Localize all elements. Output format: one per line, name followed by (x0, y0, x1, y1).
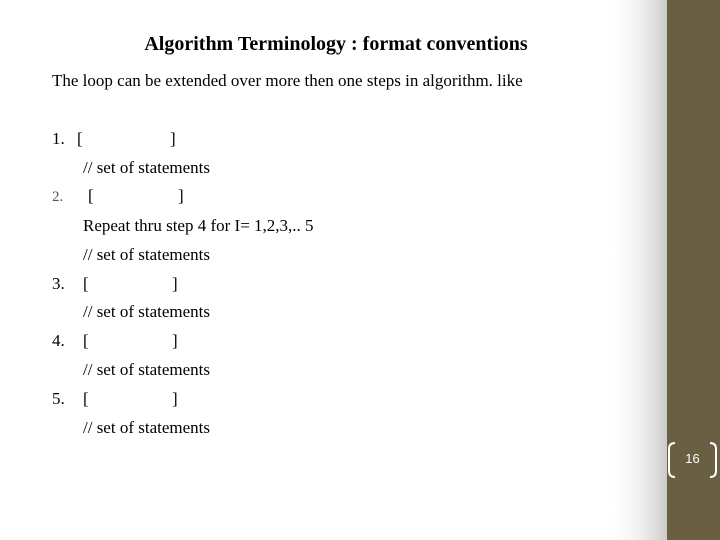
step-4-number: 4. (52, 331, 65, 350)
step-2-open-bracket: [ (88, 186, 94, 205)
step-1-open-bracket: [ (77, 129, 83, 148)
step-5-line-1: // set of statements (83, 418, 211, 437)
step-3-line-1: // set of statements (83, 302, 211, 321)
step-2-line-1: Repeat thru step 4 for I= 1,2,3,.. 5 (83, 216, 314, 235)
page-number: 16 (685, 451, 700, 466)
step-5-close-bracket: ] (172, 389, 178, 408)
page-number-badge (665, 440, 720, 480)
step-1-number: 1. (52, 129, 65, 148)
step-4-open-bracket: [ (83, 331, 89, 350)
step-3-number: 3. (52, 274, 65, 293)
step-2-number: 2. (52, 189, 64, 205)
step-5-number: 5. (52, 389, 65, 408)
step-1-line-1: // set of statements (83, 158, 211, 177)
step-2-line-2: // set of statements (83, 245, 211, 264)
step-3-close-bracket: ] (172, 274, 178, 293)
intro-text: The loop can be extended over more then one steps in algorithm. like (52, 71, 523, 90)
slide-title: Algorithm Terminology : format conventions (144, 33, 528, 55)
step-3-open-bracket: [ (83, 274, 89, 293)
step-5-open-bracket: [ (83, 389, 89, 408)
sidebar-shadow (612, 0, 668, 540)
step-1-close-bracket: ] (170, 129, 176, 148)
step-2-close-bracket: ] (178, 186, 184, 205)
step-4-close-bracket: ] (172, 331, 178, 350)
step-4-line-1: // set of statements (83, 360, 211, 379)
